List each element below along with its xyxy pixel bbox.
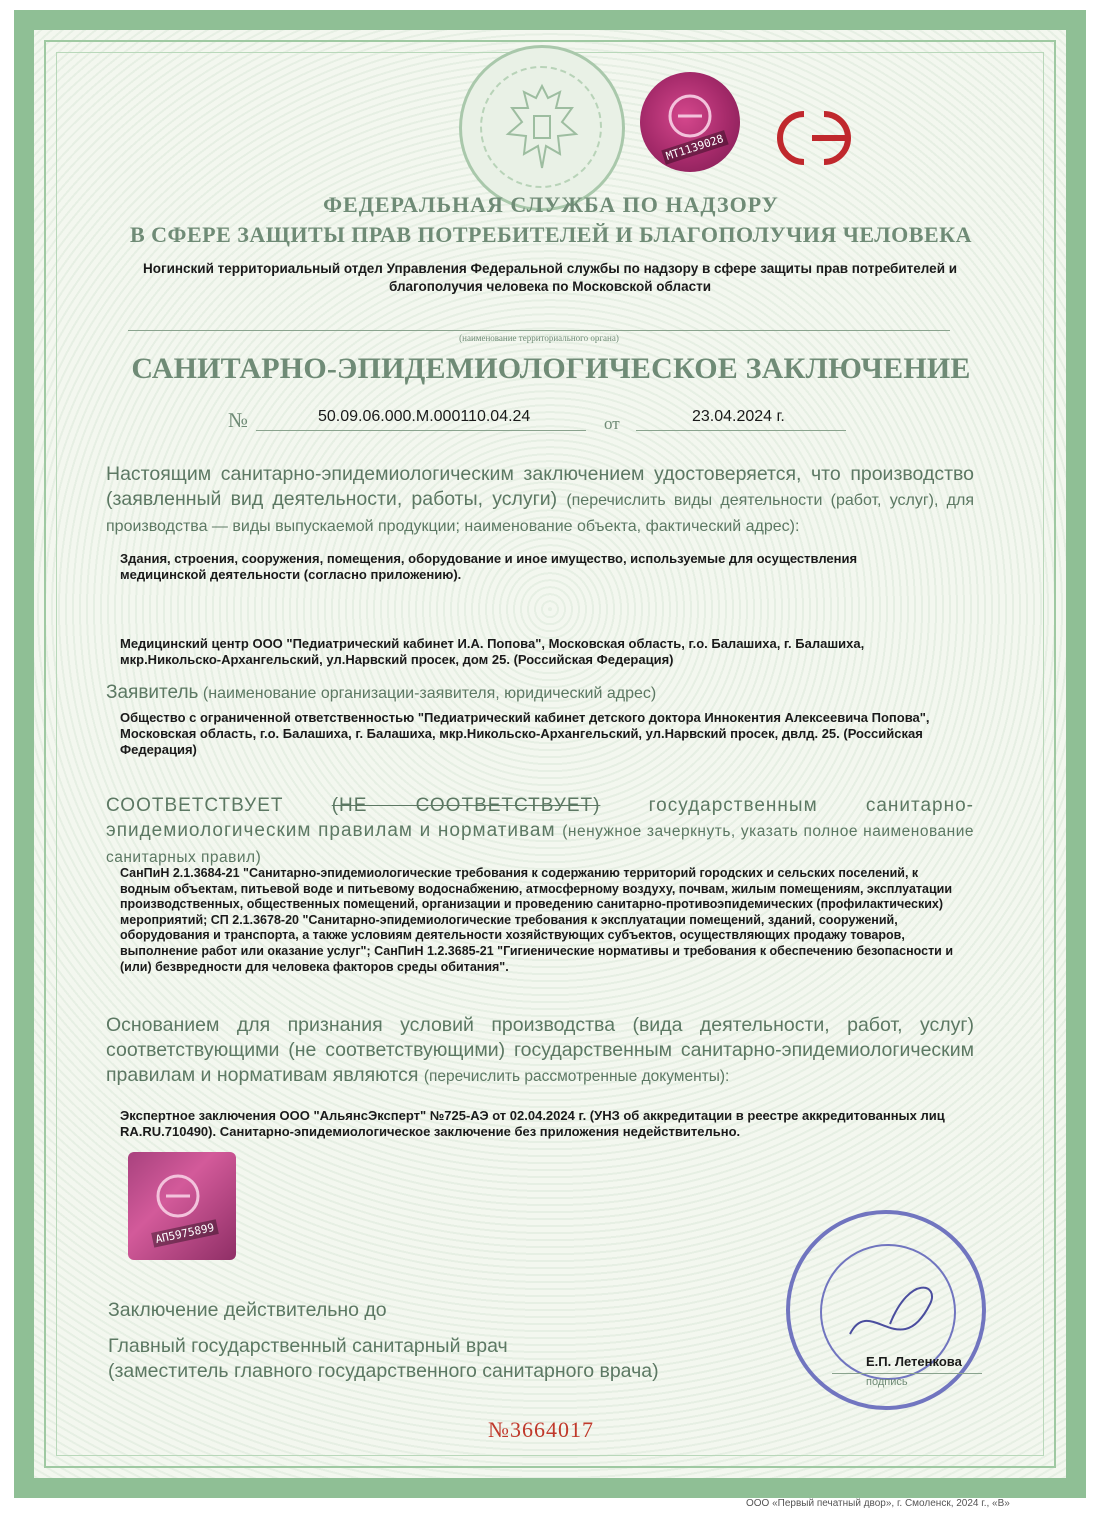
service-title-line2: В СФЕРЕ ЗАЩИТЫ ПРАВ ПОТРЕБИТЕЛЕЙ И БЛАГОПОЛУЧИЯ ЧЕЛОВЕКА: [130, 222, 972, 247]
basis-text: Экспертное заключения ООО "АльянсЭксперт" №725-АЭ от 02.04.2024 г. (УНЗ об аккредитации в реестре аккредитованных лиц RA.RU.710490). Санитарно-эпидемиологическое заключение без приложения недействительно.: [120, 1108, 945, 1139]
se-mark-icon: [156, 1174, 200, 1218]
hologram-sticker: [640, 72, 740, 172]
document-number: 50.09.06.000.М.000110.04.24: [318, 408, 531, 425]
activity-description: Здания, строения, сооружения, помещения, оборудование и иное имущество, используемые для осуществления медицинской деятельности (согласно приложению).: [120, 551, 858, 582]
not-conform-strikethrough: (НЕ СООТВЕТСТВУЕТ): [331, 795, 601, 816]
activity-intro: Настоящим санитарно-эпидемиологическим заключением удостоверяется, что производство (заявленный вид деятельности, работы, услуги) (перечислить виды деятельности (работ, услуг), для производства — виды выпускаемой продукции; наименование объекта, фактический адрес):: [106, 463, 974, 535]
hologram-serial: МТ1139028: [661, 130, 728, 165]
sanitary-rules-text: СанПиН 2.1.3684-21 "Санитарно-эпидемиологические требования к содержанию территорий городских и сельских поселений, к водным объектам, питьевой воде и питьевому водоснабжению, атмосферному воздуху, почвам, жилым помещениям, эксплуатации производственных, общественных помещений, организации и проведению санитарно-противоэпидемических (профилактических) мероприятий; СП 2.1.3678-20 "Санитарно-эпидемиологические требования к эксплуатации помещений, зданий, сооружений, оборудования и транспорта, а также условиям деятельности хозяйствующих субъектов, осуществляющих продажу товаров, выполнение работ или оказание услуг"; СанПиН 1.2.3685-21 "Гигиенические нормативы и требования к обеспечению безопасности и (или) безвредности для человека факторов среды обитания".: [120, 866, 954, 974]
department-rule: [128, 330, 950, 331]
printer-imprint: ООО «Первый печатный двор», г. Смоленск, 2024 г., «В»: [746, 1498, 1010, 1509]
valid-until-label: Заключение действительно до: [108, 1299, 387, 1321]
eagle-emblem-icon: [459, 45, 625, 211]
signature-caption: подпись: [866, 1376, 908, 1388]
signer-name: Е.П. Летенкова: [866, 1354, 962, 1369]
doctor-title: Главный государственный санитарный врач: [108, 1335, 508, 1357]
blank-serial-number: №3664017: [488, 1417, 594, 1442]
se-logo-icon: [768, 106, 864, 170]
facility-address: Медицинский центр ООО "Педиатрический кабинет И.А. Попова", Московская область, г.о. Балашиха, г. Балашиха, мкр.Никольско-Архангельский, ул.Нарвский просек, дом 25. (Российская Федерация): [120, 636, 865, 667]
service-title-line1: ФЕДЕРАЛЬНАЯ СЛУЖБА ПО НАДЗОРУ: [323, 192, 779, 217]
hologram-serial-bottom: АП5975899: [151, 1219, 218, 1247]
svg-text:СЭ: СЭ: [768, 106, 770, 107]
applicant-text: Общество с ограниченной ответственностью "Педиатрический кабинет детского доктора Иннокентия Алексеевича Попова", Московская область, г.о. Балашиха, г. Балашиха, мкр.Никольско-Архангельский, ул.Нарвский просек, двлд. 25. (Российская Федерация): [120, 710, 930, 757]
date-label: от: [604, 414, 620, 433]
department-name: Ногинский территориальный отдел Управления Федеральной службы по надзору в сфере защиты прав потребителей и благополучия человека по Московской области: [142, 261, 958, 294]
applicant-label: Заявитель (наименование организации-заявителя, юридический адрес): [106, 682, 657, 703]
double-headed-eagle-icon: [502, 78, 582, 178]
number-label: №: [228, 408, 249, 432]
signature-line: [832, 1373, 982, 1374]
se-mark-icon: [668, 94, 712, 138]
hologram-sticker-bottom: [128, 1152, 236, 1260]
deputy-doctor-title: (заместитель главного государственного санитарного врача): [108, 1360, 659, 1382]
document-title: САНИТАРНО-ЭПИДЕМИОЛОГИЧЕСКОЕ ЗАКЛЮЧЕНИЕ: [131, 352, 971, 385]
document-date: 23.04.2024 г.: [692, 408, 785, 425]
basis-intro: Основанием для признания условий производства (вида деятельности, работ, услуг) соответствующими (не соответствующими) государственным санитарно-эпидемиологическим правилам и нормативам являются (перечислить рассмотренные документы):: [106, 1014, 974, 1086]
conformity-statement: СООТВЕТСТВУЕТ (НЕ СООТВЕТСТВУЕТ) государственным санитарно-эпидемиологическим правилам и нормативам (ненужное зачеркнуть, указать полное наименование санитарных правил): [106, 795, 974, 866]
department-caption: (наименование территориального органа): [459, 333, 619, 343]
